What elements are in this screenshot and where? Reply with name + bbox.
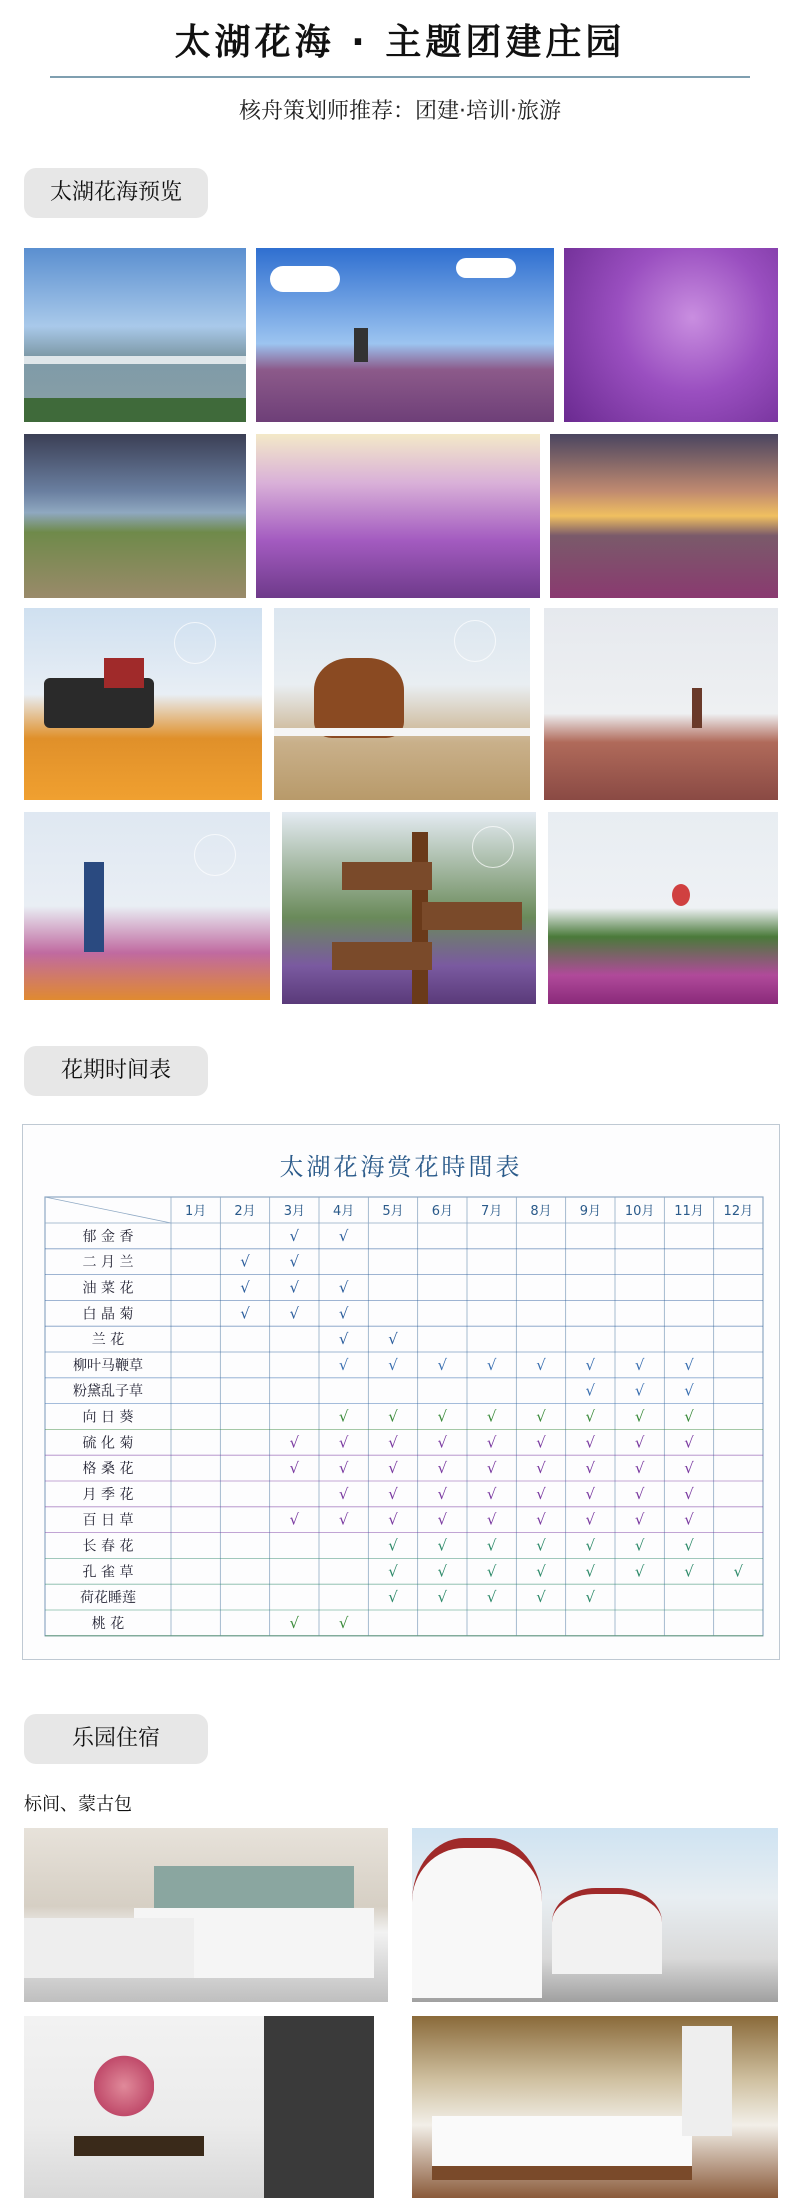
bloom-check: √	[437, 1510, 448, 1529]
bloom-check: √	[289, 1433, 300, 1452]
photo-windmill-pink-grass	[544, 608, 778, 800]
bloom-check: √	[289, 1459, 300, 1478]
flower-name: 向 日 葵	[82, 1409, 134, 1426]
schedule-grid	[23, 1125, 779, 1659]
bloom-check: √	[338, 1330, 349, 1349]
month-header: 6月	[431, 1204, 453, 1219]
bloom-check: √	[486, 1588, 497, 1607]
photo-bedroom-plant	[24, 2016, 374, 2198]
bloom-check: √	[338, 1484, 349, 1503]
bloom-check: √	[486, 1433, 497, 1452]
photo-windmill	[256, 248, 554, 422]
photo-storm-field	[24, 434, 246, 598]
bloom-check: √	[338, 1226, 349, 1245]
bloom-check: √	[437, 1355, 448, 1374]
bloom-check: √	[240, 1278, 250, 1297]
section-label-preview: 太湖花海预览	[24, 168, 208, 218]
flower-name: 百 日 草	[82, 1512, 134, 1529]
flower-name: 孔 雀 草	[82, 1564, 134, 1581]
bloom-check: √	[388, 1355, 398, 1374]
month-header: 12月	[723, 1204, 754, 1219]
bloom-check: √	[634, 1355, 645, 1374]
photo-signpost	[282, 812, 536, 1004]
title-divider	[50, 76, 750, 78]
photo-horse	[274, 608, 530, 800]
bloom-check: √	[437, 1536, 448, 1555]
photo-lighthouse	[24, 812, 270, 1000]
photo-yurt-interior	[412, 2016, 778, 2198]
bloom-check: √	[684, 1407, 694, 1426]
bloom-check: √	[437, 1588, 448, 1607]
flower-name: 柳叶马鞭草	[73, 1357, 143, 1374]
bloom-check: √	[684, 1536, 694, 1555]
bloom-check: √	[585, 1355, 596, 1374]
bloom-check: √	[585, 1433, 596, 1452]
flower-name: 油 菜 花	[82, 1280, 134, 1297]
bloom-check: √	[388, 1536, 398, 1555]
bloom-check: √	[684, 1355, 694, 1374]
photo-yurts	[412, 1828, 778, 2002]
page-subtitle: 核舟策划师推荐：团建·培训·旅游	[239, 99, 561, 124]
flower-name: 白 晶 菊	[82, 1306, 134, 1323]
bloom-check: √	[536, 1588, 546, 1607]
bloom-check: √	[536, 1433, 546, 1452]
flower-schedule-table	[22, 1124, 780, 1660]
bloom-check: √	[486, 1407, 497, 1426]
bloom-check: √	[388, 1588, 398, 1607]
bloom-check: √	[486, 1459, 497, 1478]
bloom-check: √	[634, 1536, 645, 1555]
bloom-check: √	[634, 1459, 645, 1478]
bloom-check: √	[585, 1510, 596, 1529]
bloom-check: √	[338, 1433, 349, 1452]
bloom-check: √	[388, 1433, 398, 1452]
bloom-check: √	[338, 1304, 349, 1323]
bloom-check: √	[289, 1304, 300, 1323]
bloom-check: √	[585, 1484, 596, 1503]
bloom-check: √	[634, 1484, 645, 1503]
bloom-check: √	[684, 1562, 694, 1581]
bloom-check: √	[733, 1562, 744, 1581]
photo-balloon	[548, 812, 778, 1004]
bloom-check: √	[289, 1226, 300, 1245]
month-header: 3月	[283, 1204, 305, 1219]
flower-name: 二 月 兰	[82, 1254, 134, 1271]
bloom-check: √	[289, 1252, 300, 1271]
bloom-check: √	[437, 1407, 448, 1426]
month-header: 4月	[333, 1204, 355, 1219]
bloom-check: √	[585, 1588, 596, 1607]
flower-name: 格 桑 花	[82, 1461, 134, 1478]
bloom-check: √	[388, 1459, 398, 1478]
bloom-check: √	[486, 1510, 497, 1529]
month-header: 9月	[579, 1204, 601, 1219]
bloom-check: √	[634, 1562, 645, 1581]
bloom-check: √	[585, 1381, 596, 1400]
bloom-check: √	[486, 1355, 497, 1374]
bloom-check: √	[338, 1355, 349, 1374]
bloom-check: √	[684, 1484, 694, 1503]
bloom-check: √	[536, 1459, 546, 1478]
bloom-check: √	[437, 1459, 448, 1478]
bloom-check: √	[536, 1510, 546, 1529]
bloom-check: √	[338, 1613, 349, 1632]
bloom-check: √	[486, 1484, 497, 1503]
bloom-check: √	[634, 1510, 645, 1529]
flower-name: 桃 花	[91, 1615, 125, 1632]
flower-name: 郁 金 香	[82, 1228, 134, 1245]
month-header: 11月	[674, 1204, 704, 1219]
photo-verbena-closeup	[564, 248, 778, 422]
bloom-check: √	[585, 1536, 596, 1555]
month-header: 2月	[234, 1204, 256, 1219]
schedule-border	[45, 1197, 763, 1636]
bloom-check: √	[536, 1536, 546, 1555]
page-title: 太湖花海 · 主题团建庄园	[174, 22, 626, 63]
bloom-check: √	[338, 1278, 349, 1297]
bloom-check: √	[437, 1433, 448, 1452]
section-label-schedule: 花期时间表	[24, 1046, 208, 1096]
bloom-check: √	[437, 1484, 448, 1503]
month-header: 5月	[382, 1204, 404, 1219]
bloom-check: √	[240, 1252, 250, 1271]
bloom-check: √	[388, 1330, 398, 1349]
month-header: 7月	[481, 1204, 503, 1219]
photo-toy-train	[24, 608, 262, 800]
bloom-check: √	[536, 1407, 546, 1426]
photo-verbena-field	[256, 434, 540, 598]
photo-sunset-field	[550, 434, 778, 598]
corner-diagonal	[45, 1197, 171, 1223]
bloom-check: √	[536, 1484, 546, 1503]
photo-bridge	[24, 248, 246, 422]
month-header: 1月	[185, 1204, 207, 1219]
bloom-check: √	[338, 1459, 349, 1478]
bloom-check: √	[684, 1510, 694, 1529]
bloom-check: √	[486, 1562, 497, 1581]
bloom-check: √	[486, 1536, 497, 1555]
bloom-check: √	[240, 1304, 250, 1323]
bloom-check: √	[684, 1433, 694, 1452]
flower-name: 兰 花	[91, 1332, 125, 1349]
bloom-check: √	[388, 1562, 398, 1581]
bloom-check: √	[585, 1459, 596, 1478]
bloom-check: √	[684, 1459, 694, 1478]
bloom-check: √	[338, 1510, 349, 1529]
schedule-title: 太湖花海赏花時間表	[279, 1153, 523, 1181]
flower-name: 长 春 花	[82, 1538, 134, 1555]
flower-name: 粉黛乱子草	[73, 1383, 143, 1400]
photo-twin-bedroom	[24, 1828, 388, 2002]
bloom-check: √	[388, 1484, 398, 1503]
bloom-check: √	[289, 1510, 300, 1529]
bloom-check: √	[684, 1381, 694, 1400]
flower-name: 荷花睡莲	[80, 1590, 136, 1607]
bloom-check: √	[634, 1381, 645, 1400]
month-header: 10月	[624, 1204, 655, 1219]
bloom-check: √	[536, 1355, 546, 1374]
section-label-lodging: 乐园住宿	[24, 1714, 208, 1764]
bloom-check: √	[585, 1407, 596, 1426]
bloom-check: √	[289, 1613, 300, 1632]
bloom-check: √	[388, 1407, 398, 1426]
bloom-check: √	[536, 1562, 546, 1581]
month-header: 8月	[530, 1204, 552, 1219]
bloom-check: √	[585, 1562, 596, 1581]
bloom-check: √	[289, 1278, 300, 1297]
lodging-caption: 标间、蒙古包	[24, 1794, 132, 1815]
flower-name: 月 季 花	[82, 1486, 134, 1503]
bloom-check: √	[634, 1407, 645, 1426]
bloom-check: √	[338, 1407, 349, 1426]
bloom-check: √	[388, 1510, 398, 1529]
bloom-check: √	[437, 1562, 448, 1581]
bloom-check: √	[634, 1433, 645, 1452]
flower-name: 硫 化 菊	[82, 1435, 134, 1452]
